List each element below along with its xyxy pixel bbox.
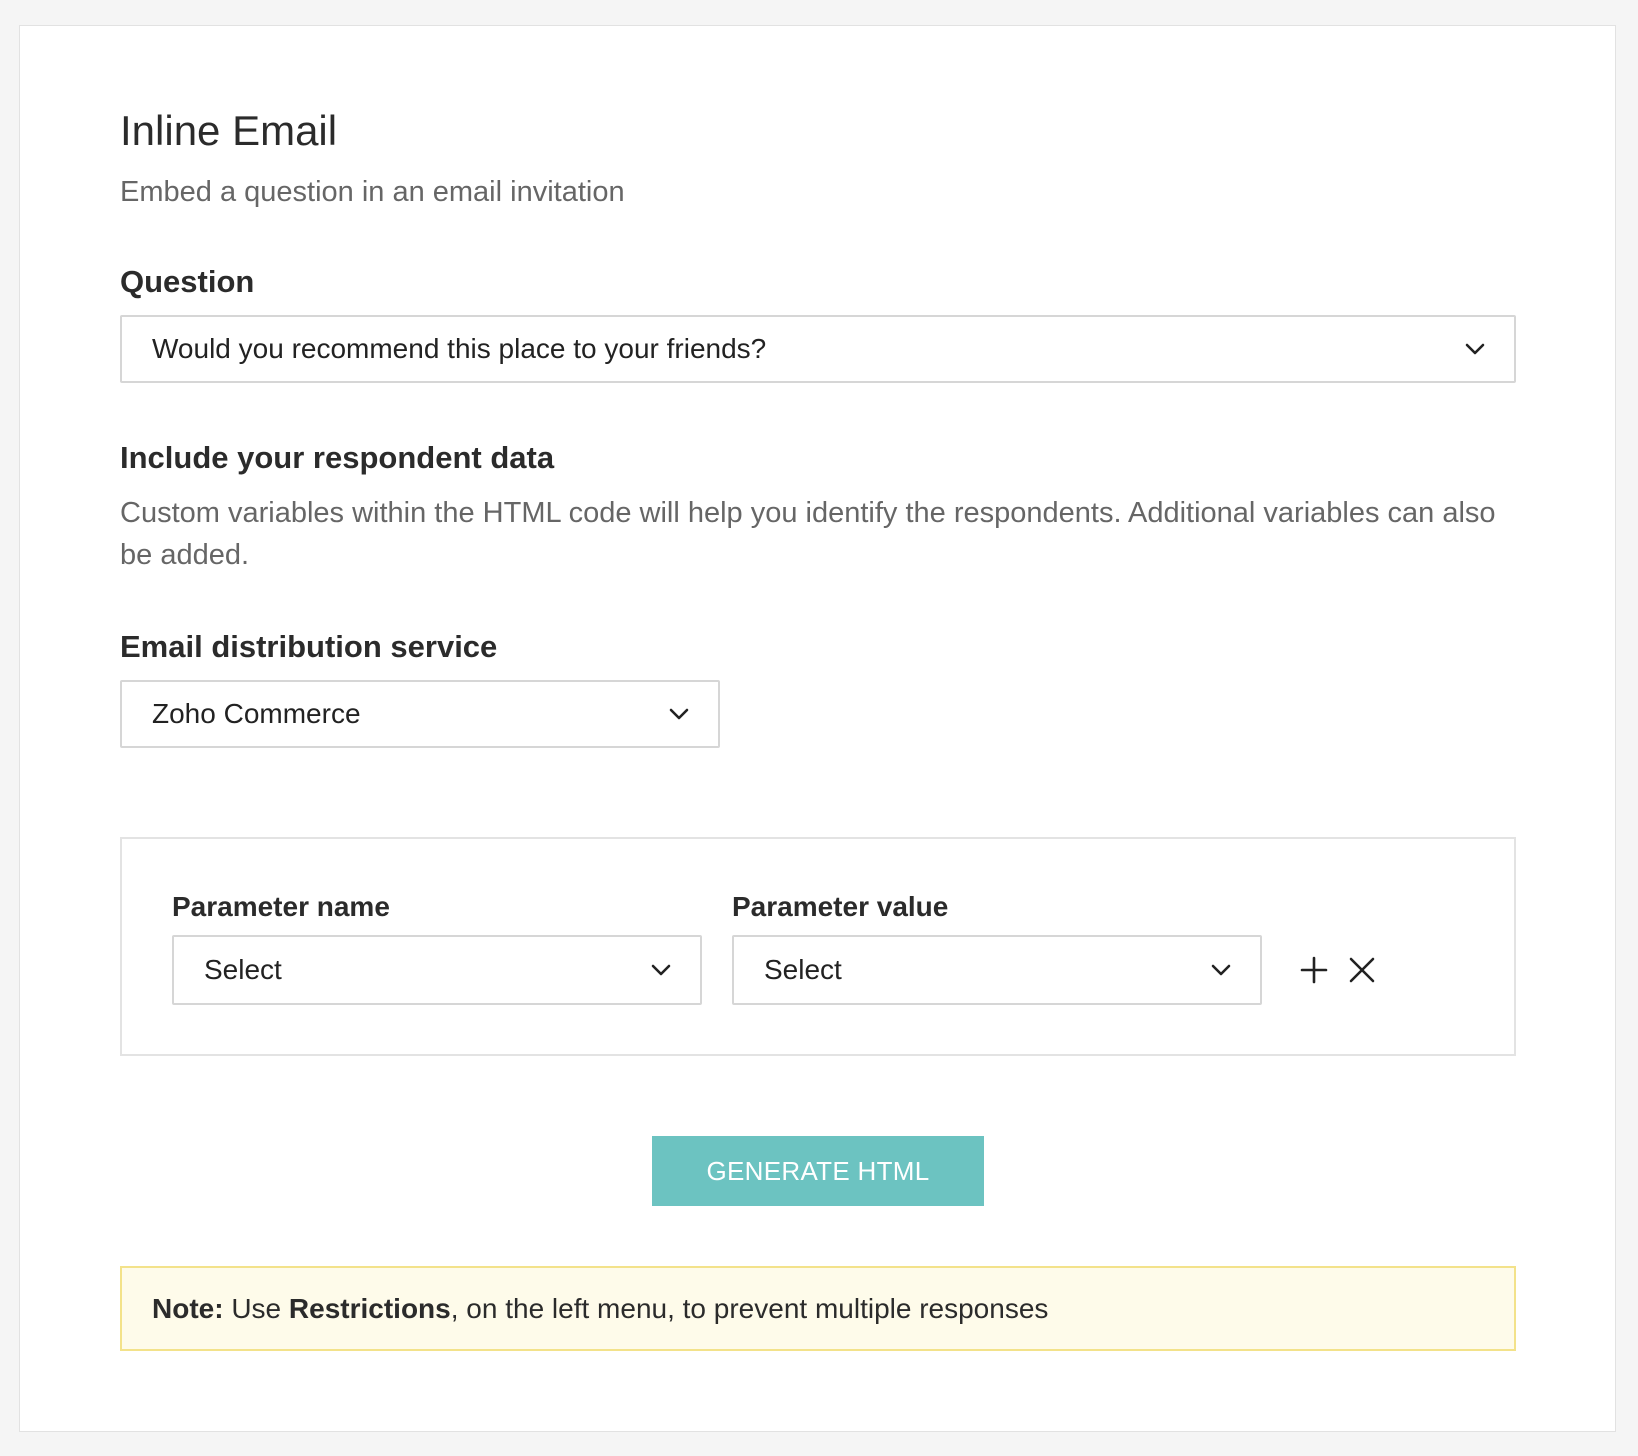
chevron-down-icon <box>1464 338 1486 360</box>
question-select[interactable] <box>120 315 1516 383</box>
note-prefix: Note: <box>152 1292 224 1324</box>
inline-email-card <box>19 25 1616 1432</box>
generate-html-button[interactable]: GENERATE HTML <box>652 1136 984 1206</box>
note-emphasis: Restrictions <box>288 1292 451 1324</box>
distribution-select-value: Zoho Commerce <box>152 698 361 729</box>
page-title: Inline Email <box>120 107 338 154</box>
parameter-name-label: Parameter name <box>172 891 390 922</box>
restrictions-note <box>120 1266 1516 1351</box>
chevron-down-icon <box>1210 959 1232 981</box>
parameter-name-select-value: Select <box>204 954 282 985</box>
question-label: Question <box>120 264 255 299</box>
chevron-down-icon <box>668 703 690 725</box>
note-text-before: Use <box>223 1292 289 1324</box>
close-icon[interactable] <box>1344 952 1380 988</box>
distribution-label: Email distribution service <box>120 629 498 664</box>
chevron-down-icon <box>650 959 672 981</box>
parameter-value-select-value: Select <box>764 954 842 985</box>
question-select-value: Would you recommend this place to your friends? <box>152 333 767 364</box>
distribution-select[interactable] <box>120 680 720 748</box>
respondent-data-label: Include your respondent data <box>120 440 555 475</box>
respondent-data-description: Custom variables within the HTML code will help you identify the respondents. Additional variables can also be added. <box>120 497 1496 571</box>
parameter-panel <box>120 837 1516 1056</box>
parameter-value-label: Parameter value <box>732 891 949 922</box>
note-text-after: , on the left menu, to prevent multiple responses <box>450 1292 1049 1324</box>
parameter-name-select[interactable] <box>172 935 702 1005</box>
parameter-value-select[interactable] <box>732 935 1262 1005</box>
page-subtitle: Embed a question in an email invitation <box>120 176 625 208</box>
plus-icon[interactable] <box>1296 952 1332 988</box>
